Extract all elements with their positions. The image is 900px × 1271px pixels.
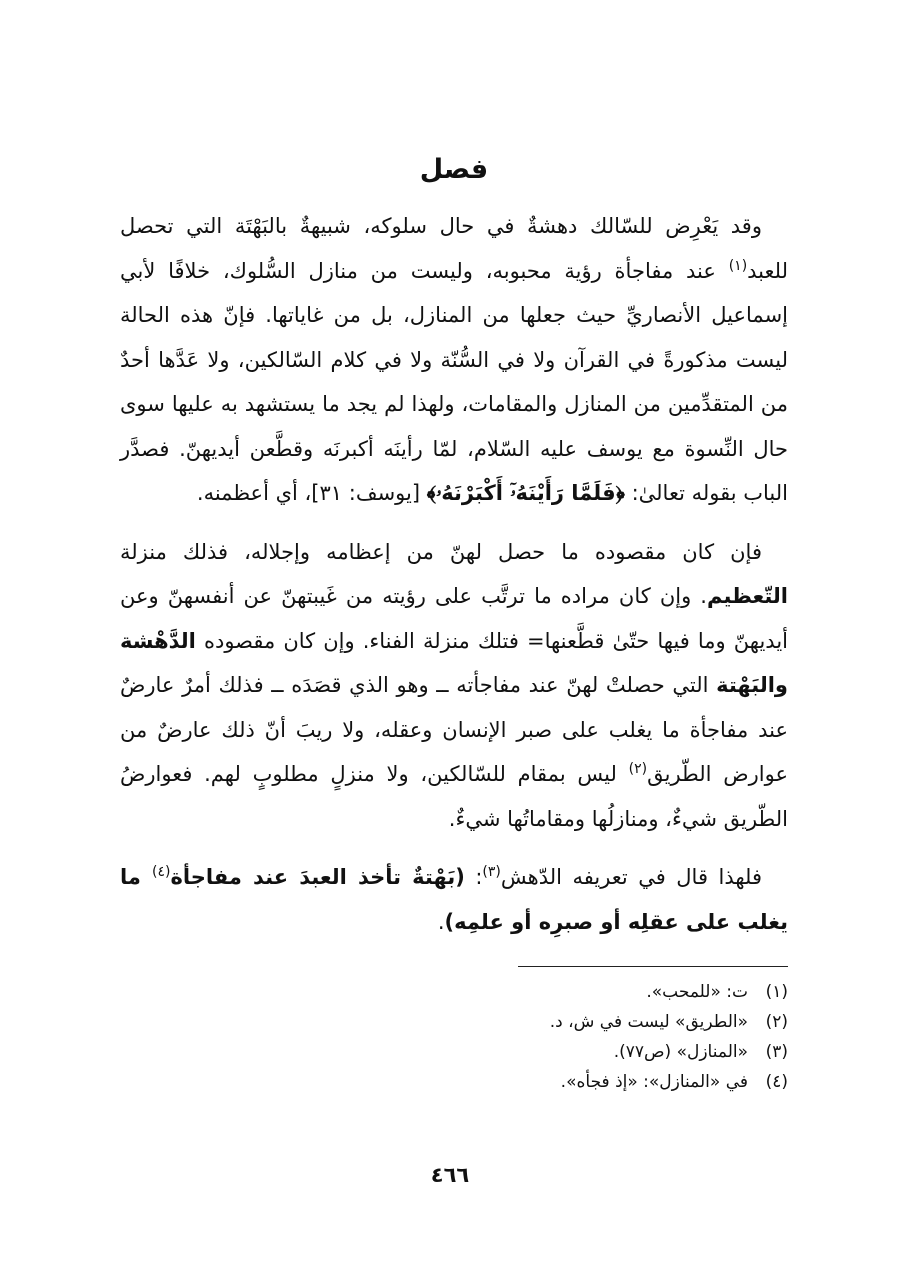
footnote-ref-2[interactable]: (٢) (628, 761, 648, 777)
p1-text-a: وقد يَعْرِض للسّالك دهشةٌ في حال سلوكه، شبيهةٌ بالبَهْتَة التي تحصل للعبد (120, 214, 788, 283)
page-body (120, 150, 788, 1097)
footnotes (120, 977, 788, 1097)
p2-text-d: ليس بمقام للسّالكين، ولا منزلٍ مطلوبٍ لهم. فعوارضُ الطّريق شيءٌ، ومنازلُها ومقاماتُها شيءٌ. (120, 762, 788, 831)
page-number: ٤٦٦ (430, 1163, 470, 1187)
footnote-item (120, 1037, 788, 1067)
footnote-ref-1[interactable]: (١) (728, 257, 748, 274)
footnote-item (120, 1067, 788, 1097)
footnote-number: (٢) (765, 1012, 788, 1032)
footnote-text: «الطريق» ليست في ش، د. (549, 1012, 748, 1032)
footnote-number: (١) (765, 982, 788, 1002)
footnote-number: (٣) (765, 1042, 788, 1062)
p3-text-b: : (464, 865, 483, 889)
p3-bold-definition-b: ما يغلب على عقلِه أو صبرِه أو علمِه) (120, 865, 788, 934)
p3-text-c: . (437, 909, 445, 934)
p3-bold-definition-a: (بَهْتةٌ تأخذ العبدَ عند مفاجأة (170, 865, 465, 889)
footnote-text: ت: «للمحب». (646, 982, 748, 1002)
section-title: فصل (419, 154, 489, 185)
footnote-item (120, 1007, 788, 1037)
quran-verse: ﴿فَلَمَّا رَأَيْنَهُۥٓ أَكْبَرْنَهُۥ﴾ (426, 481, 625, 505)
paragraph-1 (120, 204, 788, 516)
p1-text-b: عند مفاجأة رؤية محبوبه، وليست من منازل السُّلوك، خلافًا لأبي إسماعيل الأنصاريِّ حيث جعلها من المنازل، بل من غاياتها. فإنّ هذه الحالة ليست مذكورةً في القرآن ولا في السُّنّة ولا في كلام السّالكين، ولا عَدَّها أحدٌ من المتقدِّمين من المنازل والمقامات، ولهذا لم يجد ما يستشهد به عليها سوى حال النِّسوة مع يوسف عليه السّلام، لمّا رأينَه أكبرنَه وقطَّعن أيديهنّ. فصدَّر الباب بقوله تعالىٰ: (120, 258, 788, 505)
footnote-divider (518, 966, 788, 967)
footnote-ref-3[interactable]: (٣) (482, 864, 501, 880)
footnote-number: (٤) (765, 1072, 788, 1092)
footnote-item (120, 977, 788, 1007)
footnote-text: «المنازل» (ص٧٧). (613, 1042, 748, 1062)
paragraph-2 (120, 530, 788, 842)
p2-text-b: . وإن كان مراده ما ترتَّب على رؤيته من غَيبتهنّ عن أنفسهنّ وعن أيديهنّ وما فيها حتّىٰ قطَّعنها= فتلك منزلة الفناء. وإن كان مقصوده (120, 584, 788, 653)
p2-text-c: التي حصلتْ لهنّ عند مفاجأته ــ وهو الذي قصَدَه ــ فذلك أمرٌ عارضٌ عند مفاجأة ما يغلب على صبر الإنسان وعقله، ولا ريبَ أنّ ذلك عارضٌ من عوارض الطّريق (120, 673, 788, 786)
p2-text-a: فإن كان مقصوده ما حصل لهنّ من إعظامه وإجلاله، فذلك منزلة (120, 539, 762, 564)
footnote-text: في «المنازل»: «إذ فجأه». (560, 1072, 748, 1092)
paragraph-3 (120, 855, 788, 944)
p1-text-c: [يوسف: ٣١]، أي أعظمنه. (196, 481, 427, 505)
footnote-ref-4[interactable]: (٤) (152, 864, 171, 880)
p3-text-a: فلهذا قال في تعريفه الدّهش (500, 865, 763, 889)
p2-bold-taazim: التّعظيم (706, 584, 788, 608)
p2-bold-dahsha: الدَّهْشة والبَهْتة (120, 628, 788, 697)
